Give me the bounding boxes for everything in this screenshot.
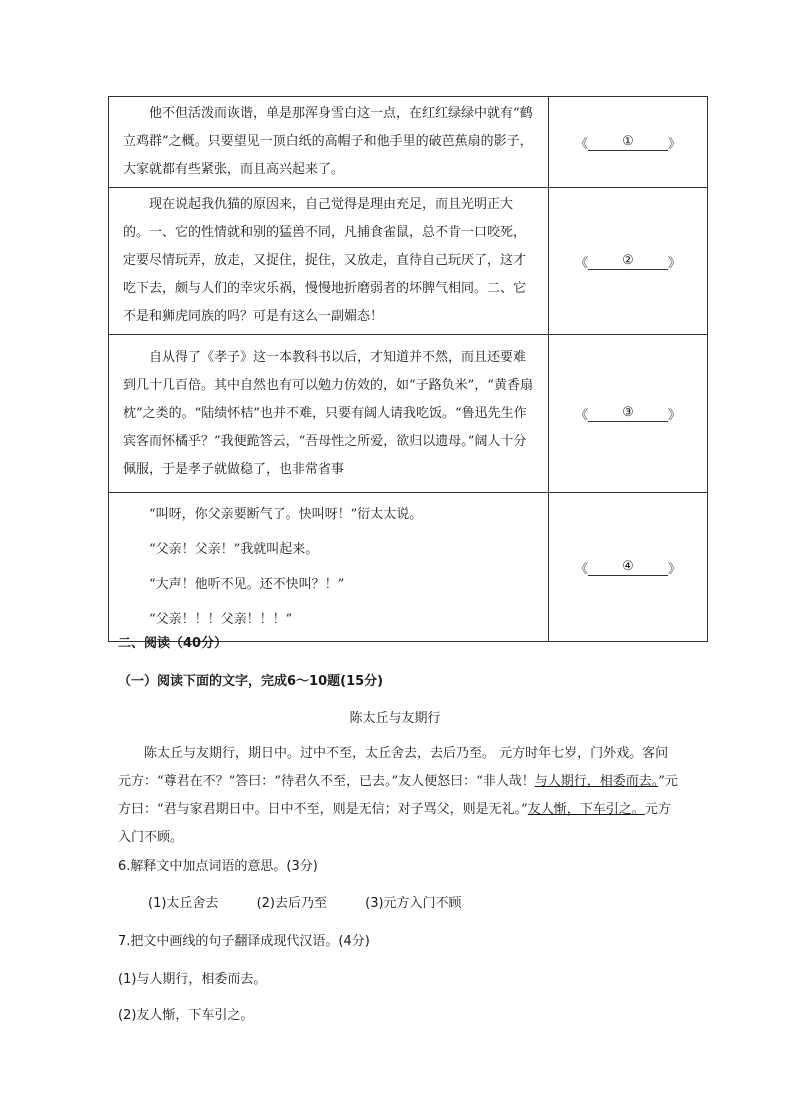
answer-cell	[549, 493, 708, 642]
passage-text: 陈太丘与友期行，期日中。过中不至，太丘舍去，去后乃至。 元方时年七岁，门外戏。客问元方：“尊君在不？”答曰：“待君久不至，已去。”友人便怒曰：“非人哉！	[118, 746, 669, 789]
question-7-item: (2)友人惭，下车引之。	[118, 1008, 254, 1023]
passage-text: ”元方曰：“君与家君期日中。日中不至，则是无信；对子骂父，则是无礼。”	[118, 774, 678, 817]
answer-number: ④	[588, 559, 668, 576]
answer-blank[interactable]: 《 ② 》	[574, 252, 682, 271]
passage-title: 陈太丘与友期行	[349, 711, 441, 726]
answer-blank[interactable]: 《 ④ 》	[574, 558, 682, 577]
answer-blank[interactable]: 《 ① 》	[574, 133, 682, 152]
question-7: 7.把文中画线的句子翻译成现代汉语。(4分)	[118, 934, 370, 949]
passage-text: 现在说起我仇猫的原因来，自己觉得是理由充足，而且光明正大的。一、它的性情就和别的猛兽不同，凡捕食雀鼠，总不肯一口咬死，定要尽情玩弄，放走，又捉住，捉住，又放走，直待自己玩厌了，这才吃下去，颇与人们的幸灾乐祸，慢慢地折磨弱者的坏脾气相同。二、它不是和狮虎同族的吗？可是有这么一副媚态！	[123, 197, 527, 324]
table-row	[109, 335, 708, 493]
question-7-item: (1)与人期行，相委而去。	[118, 972, 267, 987]
passage-cell	[109, 493, 549, 642]
question-6: 6.解释文中加点词语的意思。(3分)	[118, 859, 318, 874]
passage-cell	[109, 97, 549, 188]
subsection-heading: （一）阅读下面的文字，完成6～10题(15分)	[118, 674, 384, 689]
answer-number: ③	[588, 405, 668, 422]
option-item: (1)太丘舍去	[148, 896, 219, 911]
passage-text: 自从得了《孝子》这一本教科书以后，才知道并不然，而且还要难到几十几百倍。其中自然也有可以勉力仿效的，如“子路负米”，“黄香扇枕”之类的。“陆绩怀桔”也并不难，只要有阔人请我吃饭。“鲁迅先生作宾客而怀橘乎？”我便跪答云，“吾母性之所爱，欲归以遗母。”阔人十分佩服，于是孝子就做稳了，也非常省事	[123, 349, 533, 477]
table-row	[109, 493, 708, 642]
table-row	[109, 97, 708, 188]
dialogue-line: “父亲！父亲！”我就叫起来。	[149, 542, 319, 557]
passage-cell	[109, 335, 549, 493]
option-item: (2)去后乃至	[256, 896, 327, 911]
passage-text: 他不但活泼而诙谐，单是那浑身雪白这一点，在红红绿绿中就有“鹤立鸡群”之概。只要望见一顶白纸的高帽子和他手里的破芭蕉扇的影子，大家就都有些紧张，而且高兴起来了。	[123, 106, 533, 177]
option-item: (3)元方入门不顾	[365, 896, 462, 911]
section-heading: 二、阅读（40分）	[118, 636, 228, 651]
question-6-options	[148, 892, 496, 911]
classical-passage	[118, 740, 678, 852]
table-row	[109, 188, 708, 335]
dialogue-line: “大声！他听不见。还不快叫？！”	[149, 577, 345, 592]
answer-blank[interactable]: 《 ③ 》	[574, 405, 682, 423]
passage-text: 元方入门不顾。	[118, 802, 671, 845]
answer-cell	[549, 97, 708, 188]
underlined-sentence: 友人惭，下车引之。	[527, 802, 645, 817]
answer-cell	[549, 335, 708, 493]
dialogue-line: “父亲！！！父亲！！！”	[149, 612, 293, 627]
dialogue-line: “叫呀，你父亲要断气了。快叫呀！”衍太太说。	[149, 507, 423, 522]
answer-cell	[549, 188, 708, 335]
answer-number: ①	[588, 134, 668, 151]
passage-cell	[109, 188, 549, 335]
answer-number: ②	[588, 253, 668, 270]
underlined-sentence: 与人期行，相委而去。	[534, 774, 659, 789]
matching-table	[108, 96, 708, 642]
